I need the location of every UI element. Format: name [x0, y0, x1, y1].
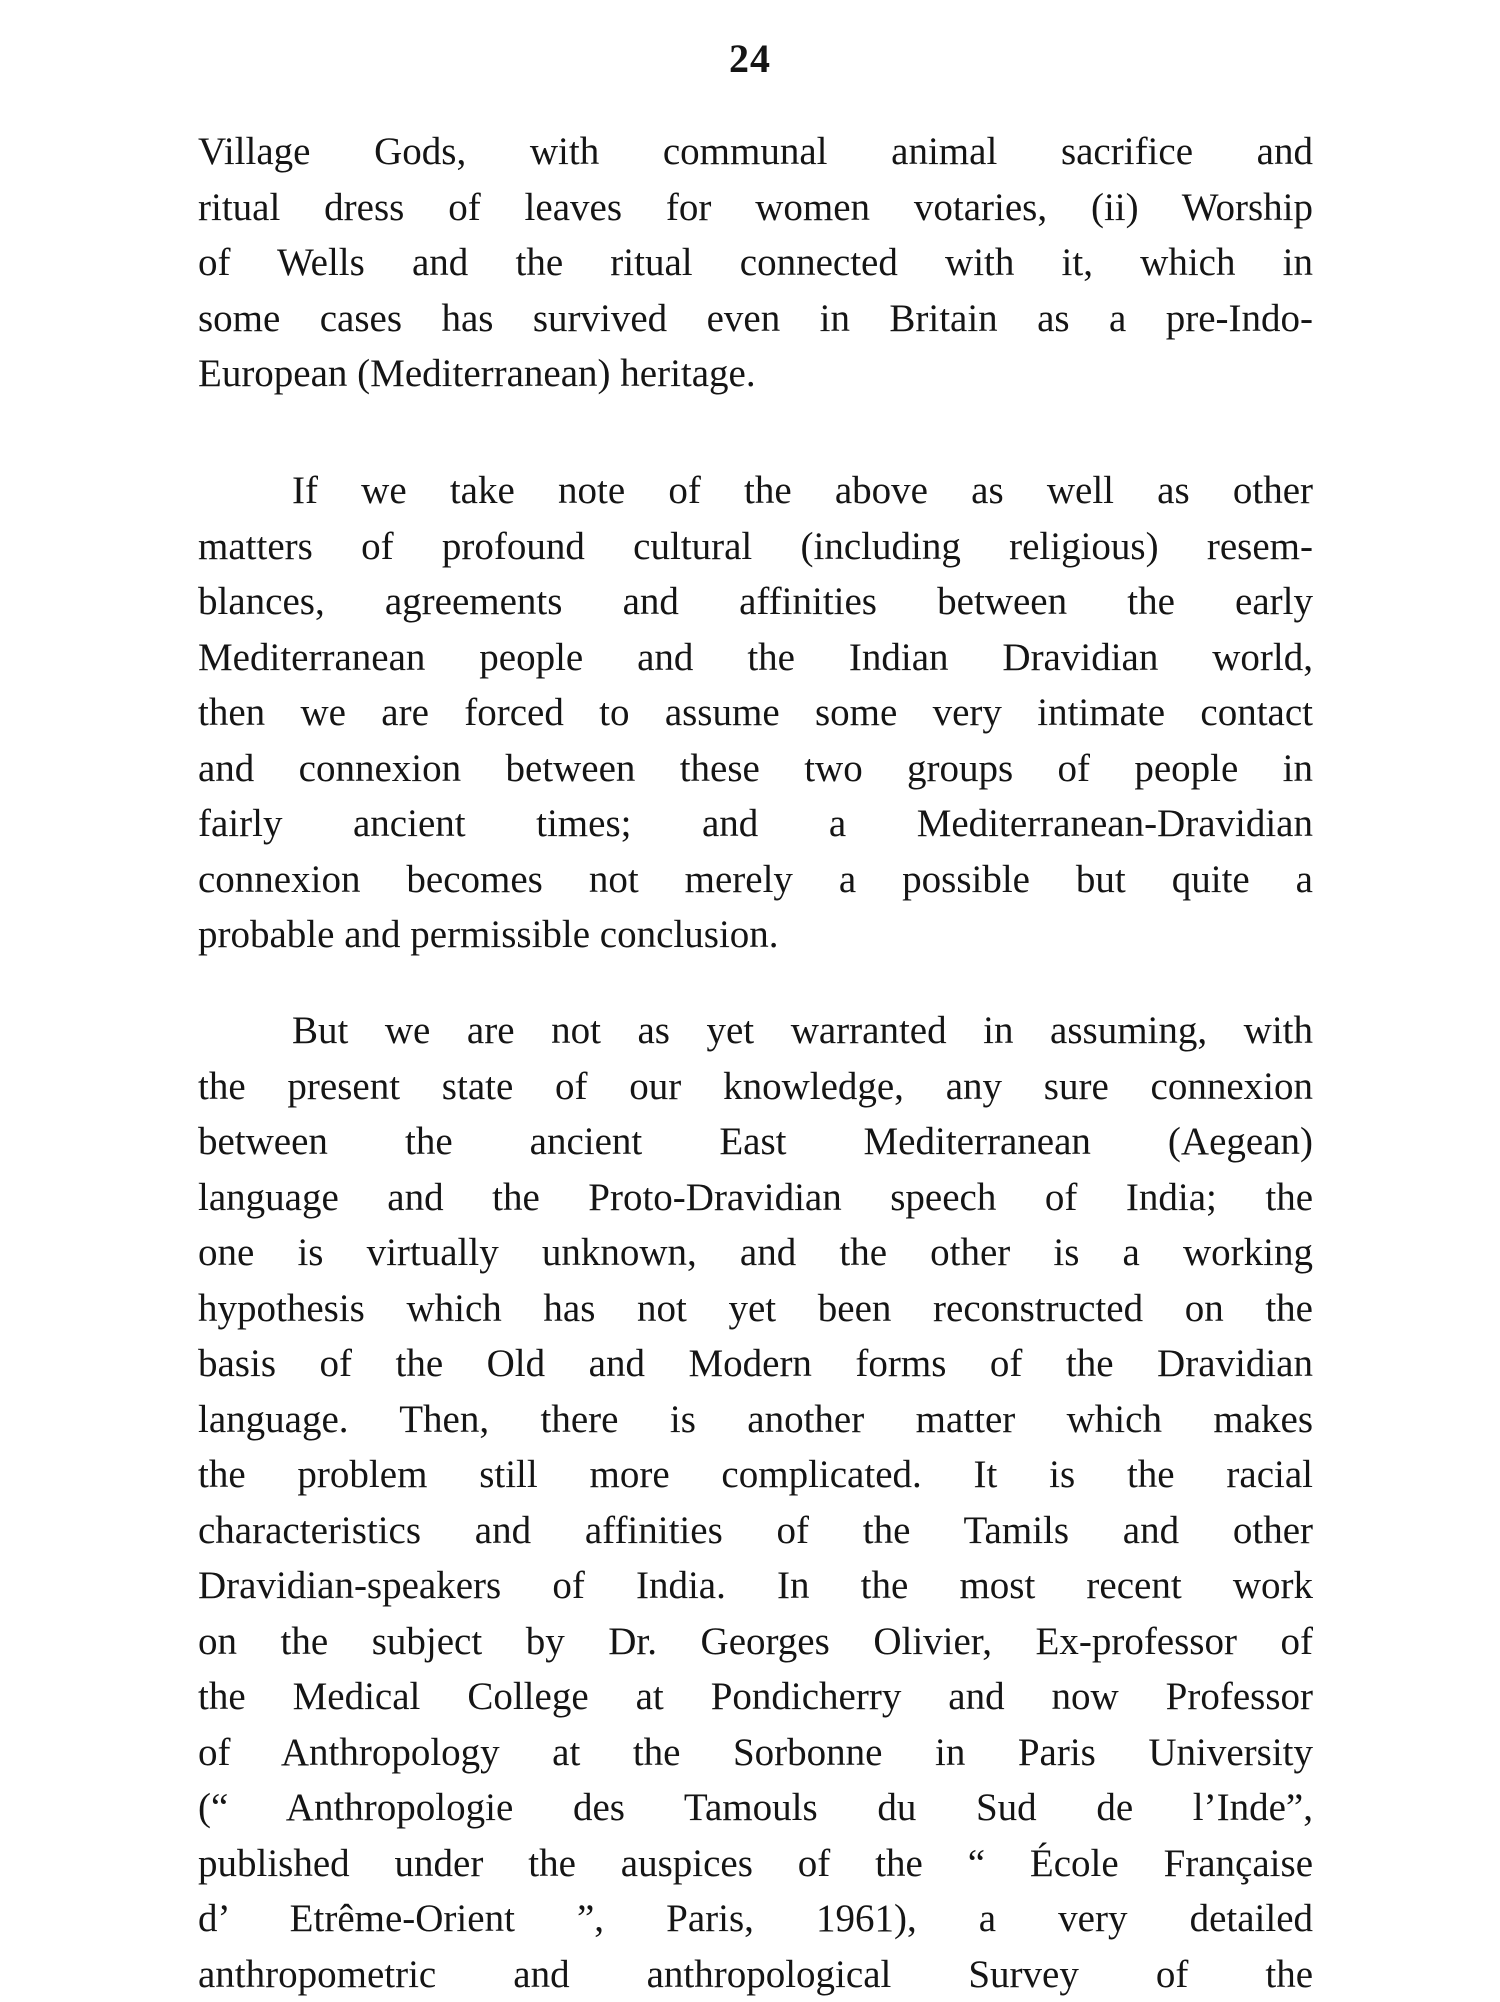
text-line: hypothesis which has not yet been reconstructed on the — [198, 1281, 1313, 1337]
text-line: European (Mediterranean) heritage. — [198, 346, 1313, 402]
text-line: language and the Proto-Dravidian speech of India; the — [198, 1170, 1313, 1226]
text-line: fairly ancient times; and a Mediterranean-Dravidian — [198, 796, 1313, 852]
paragraph-2 — [198, 463, 1313, 963]
paragraph-3 — [198, 1003, 1313, 2002]
text-line: some cases has survived even in Britain as a pre-Indo- — [198, 291, 1313, 347]
text-line: then we are forced to assume some very intimate contact — [198, 685, 1313, 741]
text-line: one is virtually unknown, and the other is a working — [198, 1225, 1313, 1281]
text-line: matters of profound cultural (including religious) resem- — [198, 519, 1313, 575]
text-line: the present state of our knowledge, any sure connexion — [198, 1059, 1313, 1115]
text-line: If we take note of the above as well as other — [198, 463, 1313, 519]
text-line: Mediterranean people and the Indian Dravidian world, — [198, 630, 1313, 686]
text-line: basis of the Old and Modern forms of the Dravidian — [198, 1336, 1313, 1392]
page-number: 24 — [0, 35, 1500, 82]
text-line: But we are not as yet warranted in assuming, with — [198, 1003, 1313, 1059]
text-line: blances, agreements and affinities between the early — [198, 574, 1313, 630]
text-line: between the ancient East Mediterranean (Aegean) — [198, 1114, 1313, 1170]
text-line: anthropometric and anthropological Survey of the — [198, 1947, 1313, 2002]
text-line: d’ Etrême-Orient ”, Paris, 1961), a very detailed — [198, 1891, 1313, 1947]
text-line: and connexion between these two groups of people in — [198, 741, 1313, 797]
text-line: of Wells and the ritual connected with it, which in — [198, 235, 1313, 291]
text-line: language. Then, there is another matter which makes — [198, 1392, 1313, 1448]
text-line: Village Gods, with communal animal sacrifice and — [198, 124, 1313, 180]
text-line: on the subject by Dr. Georges Olivier, Ex-professor of — [198, 1614, 1313, 1670]
paragraph-1 — [198, 124, 1313, 402]
text-line: (“ Anthropologie des Tamouls du Sud de l’Inde”, — [198, 1780, 1313, 1836]
text-line: the problem still more complicated. It is the racial — [198, 1447, 1313, 1503]
text-line: Dravidian-speakers of India. In the most recent work — [198, 1558, 1313, 1614]
text-line: of Anthropology at the Sorbonne in Paris University — [198, 1725, 1313, 1781]
text-line: probable and permissible conclusion. — [198, 907, 1313, 963]
text-line: characteristics and affinities of the Tamils and other — [198, 1503, 1313, 1559]
text-line: published under the auspices of the “ École Française — [198, 1836, 1313, 1892]
text-line: the Medical College at Pondicherry and now Professor — [198, 1669, 1313, 1725]
text-line: connexion becomes not merely a possible but quite a — [198, 852, 1313, 908]
text-line: ritual dress of leaves for women votaries, (ii) Worship — [198, 180, 1313, 236]
